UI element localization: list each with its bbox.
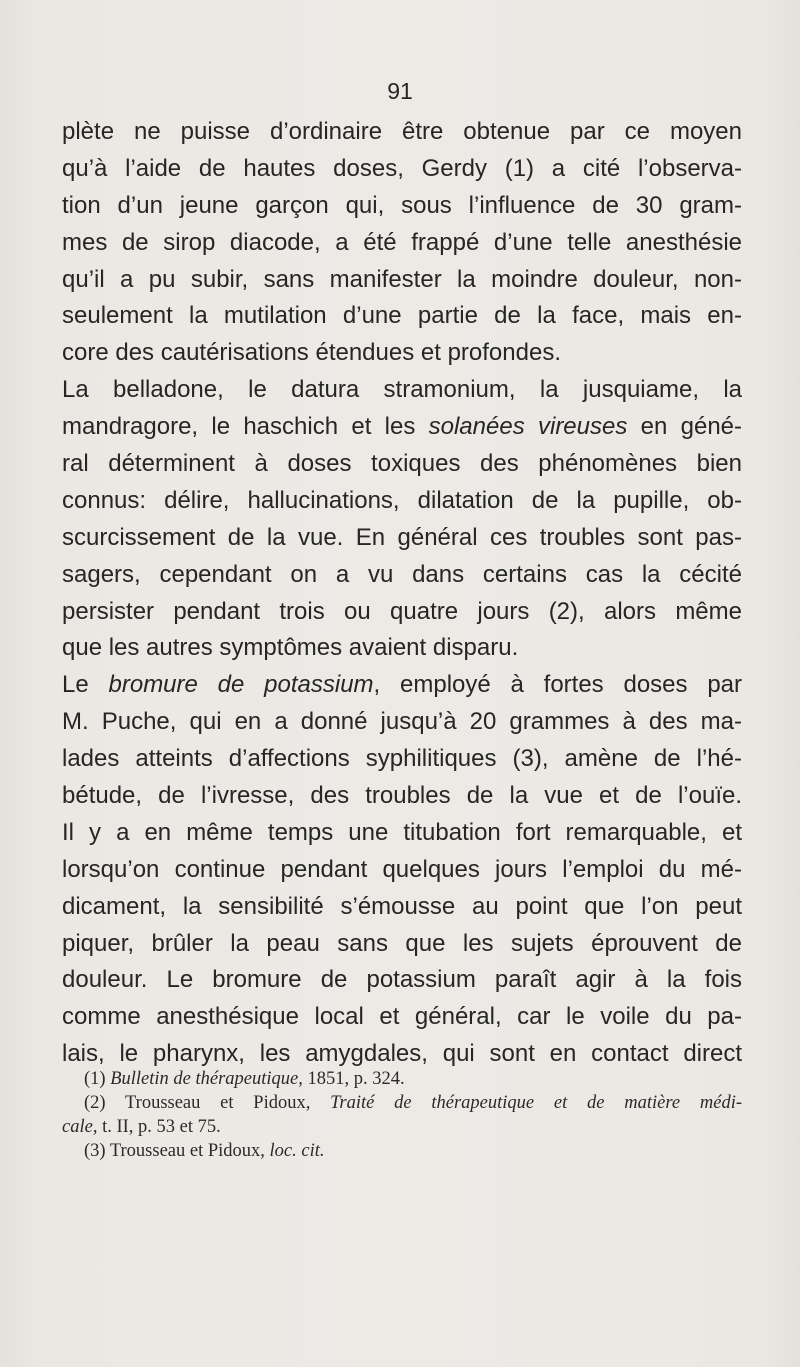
text-line: bétude, de l’ivresse, des troubles de la vue et de l’ouïe.	[62, 782, 742, 810]
text-line: comme anesthésique local et général, car le voile du pa-	[62, 1003, 742, 1031]
text-line: Il y a en même temps une titubation fort remarquable, et	[62, 818, 742, 846]
text-line: douleur. Le bromure de potassium paraît agir à la fois	[62, 966, 742, 994]
footnotes	[62, 1067, 742, 1163]
italic-term: bromure de potassium	[108, 671, 374, 699]
text-line: que les autres symptômes avaient disparu.	[62, 634, 519, 662]
text-line: M. Puche, qui en a donné jusqu’à 20 grammes à des ma-	[62, 708, 742, 736]
text-line: lades atteints d’affections syphilitiques (3), amène de l’hé-	[62, 745, 742, 773]
footnote-line: (2) Trousseau et Pidoux, Traité de thérapeutique et de matière médi-	[84, 1093, 742, 1113]
footnote-line: cale, t. II, p. 53 et 75.	[62, 1117, 221, 1137]
text-line: piquer, brûler la peau sans que les sujets éprouvent de	[62, 929, 742, 957]
text-line: mandragore, le haschich et les solanées vireuses en géné-	[62, 413, 742, 441]
text-line: tion d’un jeune garçon qui, sous l’influence de 30 gram-	[62, 191, 742, 219]
text-line: dicament, la sensibilité s’émousse au point que l’on peut	[62, 892, 742, 920]
text-line: sagers, cependant on a vu dans certains cas la cécité	[62, 560, 742, 588]
text-line: ral déterminent à doses toxiques des phénomènes bien	[62, 450, 742, 478]
footnote-title: Bulletin de thérapeutique	[110, 1069, 299, 1089]
footnote-title: Traité de thérapeutique et de matière médi-	[330, 1093, 742, 1113]
footnote-line: (1) Bulletin de thérapeutique, 1851, p. 324.	[84, 1069, 405, 1089]
text-line: lais, le pharynx, les amygdales, qui sont en contact direct	[62, 1040, 742, 1068]
text-line: scurcissement de la vue. En général ces troubles sont pas-	[62, 523, 742, 551]
text-line: seulement la mutilation d’une partie de la face, mais en-	[62, 302, 742, 330]
italic-term: solanées vireuses	[428, 413, 628, 441]
footnote-line: (3) Trousseau et Pidoux, loc. cit.	[84, 1141, 325, 1161]
text-line: core des cautérisations étendues et profondes.	[62, 339, 561, 367]
text-line: qu’à l’aide de hautes doses, Gerdy (1) a cité l’observa-	[62, 154, 742, 182]
text-line: persister pendant trois ou quatre jours (2), alors même	[62, 597, 742, 625]
text-line: lorsqu’on continue pendant quelques jours l’emploi du mé-	[62, 855, 742, 883]
body-text	[62, 114, 742, 1073]
text-line: qu’il a pu subir, sans manifester la moindre douleur, non-	[62, 265, 742, 293]
text-line: mes de sirop diacode, a été frappé d’une telle anesthésie	[62, 228, 742, 256]
text-line: La belladone, le datura stramonium, la jusquiame, la	[62, 376, 742, 404]
text-line: connus: délire, hallucinations, dilatation de la pupille, ob-	[62, 486, 742, 514]
footnote-title: loc. cit.	[269, 1141, 325, 1161]
page-number: 91	[387, 78, 413, 104]
text-line: Le bromure de potassium, employé à fortes doses par	[62, 671, 742, 699]
text-line: plète ne puisse d’ordinaire être obtenue par ce moyen	[62, 118, 742, 145]
footnote-title: cale	[62, 1117, 93, 1137]
